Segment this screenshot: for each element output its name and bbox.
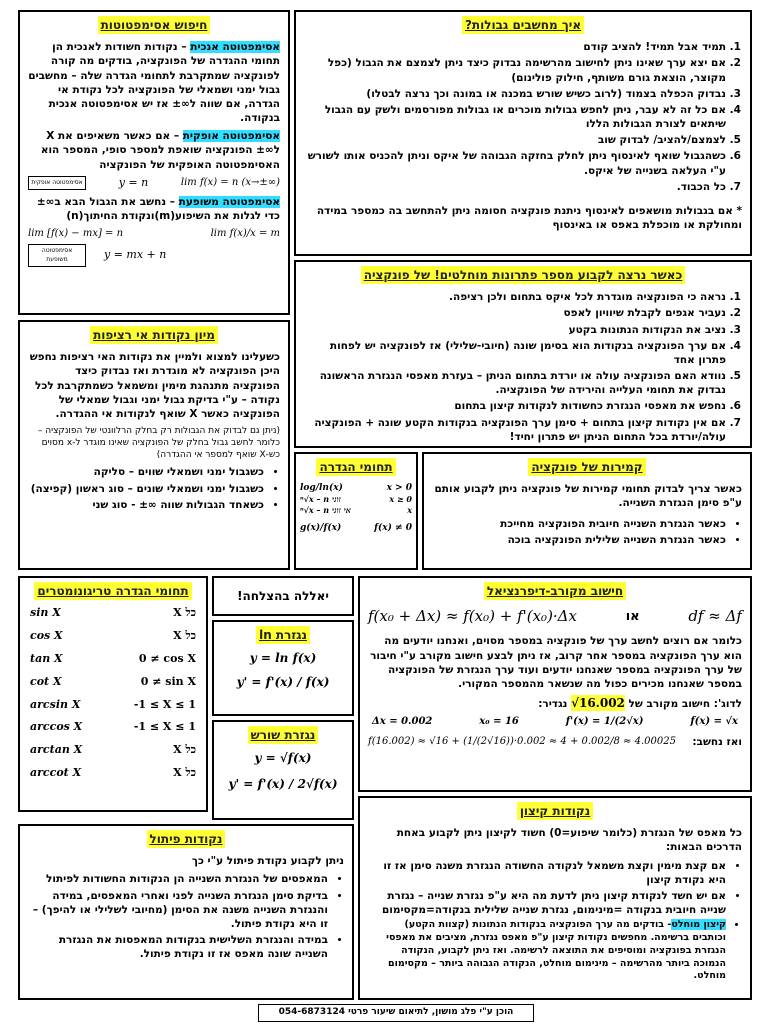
sqrt-formula-1: y = √f(x) bbox=[254, 751, 312, 766]
oblique-formula-left: lim [f(x) − mx] = n bbox=[28, 227, 124, 239]
def-x0: x₀ = 16 bbox=[479, 716, 519, 728]
trig-function: sin X bbox=[30, 606, 61, 620]
discontinuity-list bbox=[28, 465, 280, 512]
limits-footnote: * אם בגבולות מושאפים לאינסוף ניתנת פונקציה חסומה ניתן להתחשב בה כמספר במידה ומחולקת או מוכפלת באפס או באינסוף bbox=[316, 204, 742, 232]
concavity-item: • כאשר הנגזרת השנייה חיובית הפונקציה מחייכת bbox=[432, 517, 726, 531]
limits-title: איך מחשבים גבולות? bbox=[462, 16, 584, 34]
discontinuity-item: • כשאחד הגבולות שווה ∞± - סוג שני bbox=[28, 498, 264, 512]
solutions-item: 5. נוודא האם הפונקציה עולה או יורדת בתחום הניתן – בעזרת מאפסי הנגזרת הראשונה נבדוק את תחומי העלייה והירידה של הפונקציה. bbox=[304, 369, 726, 397]
horizontal-asymptote-text: – אם כאשר משאיפים את X ל∞± הפונקציה שואפת למספר סופי, המספר הוא האסימפטוטה האופקית של הפונקציה bbox=[40, 130, 280, 171]
oblique-asymptote-paragraph bbox=[28, 195, 280, 223]
inflection-item: • בדיקת סימן הנגזרת השנייה לפני ואחרי המאפסים, במידה והנגזרת השנייה משנה את הסימן (מחיובי לשלילי או להיפך) – זו היא נקודת פיתול. bbox=[28, 889, 328, 932]
extrema-item: • אם יש חשד לנקודת קיצון ניתן לדעת מה היא ע"פ נגזרת שנייה – נגזרת שנייה חיובית בנקודה =מינימום, נגזרת שנייה שלילית בנקודה=מקסימום bbox=[368, 889, 726, 917]
differential-example-suffix: נגדיר: bbox=[538, 698, 568, 711]
concavity-text: כאשר צריך לבדוק תחומי קמירות של פונקציה ניתן לקבוע אותם ע"פ סימן הנגזרת השנייה. bbox=[434, 483, 742, 510]
oblique-formula-right: lim f(x)/x = m bbox=[210, 227, 280, 239]
good-luck-section bbox=[212, 576, 354, 616]
inflection-item: • במידה והנגזרת השלישית בנקודות המאפסות את הנגזרת השנייה שונה מאפס אז זו נקודת פיתול. bbox=[28, 933, 328, 961]
ln-derivative-section bbox=[212, 620, 354, 716]
trig-function: cot X bbox=[30, 674, 62, 688]
inflection-section bbox=[18, 824, 354, 1000]
horizontal-formula-right: lim f(x) = n (x→±∞) bbox=[180, 177, 280, 189]
limits-item: 2. אם יצא ערך שאינו ניתן לחישוב מהרשימה נבדוק כיצד ניתן לצמצם את הגבול (כפל מקוצר, הוצאת גורם משותף, חילוק פולינום) bbox=[304, 56, 726, 84]
oblique-asymptote-tag: אסימפטוטה משופעת bbox=[28, 244, 86, 266]
vertical-asymptote-text: – נקודות חשודות לאנכית הן תחומי ההגדרה של הפונקציה, בודקים מה קורה לפונקציה שמתקרבת לתחומי הגדרה שלה – מחשבים גבול ימני ושמאלי של הפונקציה לכל נקודת אי הגדרה, אם שווה ל∞± אז יש אסימפטוטה אנכית בנקודה. bbox=[28, 41, 280, 125]
def-f: f(x) = √x bbox=[690, 716, 738, 728]
oblique-formula-row bbox=[28, 227, 280, 241]
solutions-list bbox=[304, 290, 742, 444]
concavity-section bbox=[422, 452, 752, 570]
trig-function: arccot X bbox=[30, 766, 82, 780]
differential-formula-row bbox=[368, 606, 742, 626]
differential-defs-row bbox=[372, 715, 738, 729]
differential-calc-prefix: ואז נחשב: bbox=[692, 735, 742, 748]
solutions-item: 7. אם אין נקודות קיצון בתחום + סימן ערך הפונקציה בנקודות הקטע שונה + הפונקציה עולה/יורדת בכל התחום הניתן יש פתרון יחיד! bbox=[304, 416, 726, 444]
solutions-item: 6. נחפש את מאפסי הנגזרת כחשודות לנקודות קיצון בתחום bbox=[304, 399, 726, 413]
concavity-list bbox=[432, 517, 742, 547]
solutions-item: 3. נציב את הנקודות הנתונות בקטע bbox=[304, 323, 726, 337]
solutions-item: 1. נראה כי הפונקציה מוגדרת לכל איקס בתחום ולכן רציפה. bbox=[304, 290, 726, 304]
differential-example bbox=[368, 695, 742, 711]
limits-item: 1. תמיד אבל תמיד! להציב קודם bbox=[304, 40, 726, 54]
trig-condition: 0 ≠ cos X bbox=[138, 651, 196, 665]
limits-item: 7. כל הכבוד. bbox=[304, 180, 726, 194]
concavity-item: • כאשר הנגזרת השנייה שלילית הפונקציה בוכה bbox=[432, 533, 726, 547]
domains-title: תחומי הגדרה bbox=[316, 458, 395, 476]
trig-function: cos X bbox=[30, 629, 63, 643]
trig-condition: 0 ≠ sin X bbox=[140, 674, 196, 688]
footer-credit: הוכן ע"י פלג מושון, לתיאום שיעור פרטי 054-6873124 bbox=[258, 1004, 534, 1022]
ln-derivative-title: נגזרת ln bbox=[256, 626, 310, 644]
inflection-list bbox=[28, 872, 344, 961]
limits-item: 3. נבדוק הכפלה בצמוד (לרוב כשיש שורש במכנה או במונה וכך נרצה לבטלו) bbox=[304, 87, 726, 101]
good-luck-text: יאללה בהצלחה! bbox=[237, 589, 329, 603]
limits-item: 5. לצמצם/להציב/ לבדוק שוב bbox=[304, 133, 726, 147]
horizontal-formula-row bbox=[28, 176, 280, 191]
def-dx: Δx = 0.002 bbox=[372, 716, 433, 728]
solutions-title: כאשר נרצה לקבוע מספר פתרונות מוחלטים! של פונקציה bbox=[361, 266, 686, 284]
absolute-extremum-label: קיצון מוחלט bbox=[671, 919, 726, 931]
domain-row: ⁿ√x – n זוגי x ≥ 0 bbox=[300, 494, 412, 505]
asymptotes-title: חיפוש אסימפטוטות bbox=[98, 16, 211, 34]
discontinuity-text: כשעלינו למצוא ולמיין את נקודות האי רציפות נחפש היכן הפונקציה לא מוגדרת ואז נבדוק כיצד הפונקציה מתנהגת מימין ומשמאל כשמתקרבת לכל נקודה – ע"י בדיקת גבול ימני וגבול שמאלי של הפונקציה כאשר X שואף לנקודות אי ההגדרה. bbox=[29, 351, 280, 420]
horizontal-asymptote-tag: אסימפטוטה אופקית bbox=[28, 176, 86, 190]
differential-calc: f(16.002) ≈ √16 + (1/(2√16))·0.002 ≈ 4 + 0.002/8 ≈ 4.00025 bbox=[368, 736, 676, 748]
extrema-item: • אם קצת מימין וקצת משמאל לנקודה החשודה הנגזרת משנה סימן אז זו היא נקודת קיצון bbox=[368, 859, 726, 887]
differential-example-value: √16.002 bbox=[571, 696, 625, 711]
differential-text: כלומר אם רוצים לחשב ערך של פונקציה במספר מסוים, ואנחנו יודעים מה הוא ערך הפונקציה במספר אחר קרוב, אז ניתן לבצע חישוב מקורב ע"י חיבור של ערך הפונקציה במספר שאנחנו יודעים ועוד ערך הנגזרת של הפונקציה במספר שאנחנו מכירים כפול מה שנשאר מהמספר המקורי. bbox=[370, 635, 742, 690]
sqrt-formula-2: y' = f'(x) / 2√f(x) bbox=[228, 777, 338, 792]
extrema-intro: כל מאפס של הנגזרת (כלומר שיפוע=0) חשוד לקיצון ניתן לקבוע באחת הדרכים הבאות: bbox=[396, 827, 742, 854]
discontinuity-section bbox=[18, 320, 290, 570]
domain-row: log/ln(x) x > 0 bbox=[300, 483, 412, 494]
discontinuity-item: • כשגבול ימני ושמאלי שונים – סוג ראשון (קפיצה) bbox=[28, 482, 264, 496]
discontinuity-item: • כשגבול ימני ושמאלי שווים – סליקה bbox=[28, 465, 264, 479]
asymptotes-section bbox=[18, 10, 290, 315]
sqrt-derivative-section bbox=[212, 720, 354, 820]
oblique-formula-final: y = mx + n bbox=[104, 248, 167, 262]
extrema-title: נקודות קיצון bbox=[517, 802, 593, 820]
trig-domain-row bbox=[30, 720, 196, 735]
trig-domains-section bbox=[18, 576, 208, 812]
trig-function: arcsin X bbox=[30, 697, 81, 711]
trig-condition: X כל bbox=[173, 606, 196, 620]
sqrt-derivative-title: נגזרת שורש bbox=[248, 726, 319, 744]
differential-section bbox=[358, 576, 752, 792]
horizontal-asymptote-label: אסימפטוטה אופקית bbox=[182, 130, 280, 143]
extrema-list bbox=[368, 859, 742, 984]
extrema-section bbox=[358, 796, 752, 1000]
differential-formula-alt: df ≈ Δf bbox=[688, 607, 742, 626]
trig-condition: X כל bbox=[173, 629, 196, 643]
trig-condition: X כל bbox=[173, 766, 196, 780]
trig-domain-row bbox=[30, 766, 196, 781]
solutions-item: 2. נעביר אגפים לקבלת שיוויון לאפס bbox=[304, 306, 726, 320]
limits-item: 6. כשהגבול שואף לאינסוף ניתן לחלק בחזקה הגבוהה של איקס וניתן להכניס אותו לשורש ע"י העלאה בשנייה של איקס. bbox=[304, 149, 726, 177]
discontinuity-note: (ניתן גם לבדוק את הגבולות רק בחלק הרלוונטי של הפונקציה – כלומר לחשב גבול בחלק של הפונקציה שאינו מוגדר ל-x מסוים כש-X שואף למספר אי ההגדרה) bbox=[37, 426, 280, 461]
horizontal-formula-left: y = n bbox=[118, 175, 149, 189]
oblique-asymptote-text: – נחשב את הגבול הבא ב∞± כדי לגלות את השיפוע(m)ונקודת החיתוך(n) bbox=[36, 195, 280, 222]
domains-section bbox=[294, 452, 418, 570]
trig-condition: X כל bbox=[173, 743, 196, 757]
limits-section bbox=[294, 10, 752, 256]
trig-condition: -1 ≤ X ≤ 1 bbox=[133, 697, 196, 711]
extrema-item bbox=[368, 919, 726, 983]
domain-row: ⁿ√x – n אי זוגי x bbox=[300, 505, 412, 516]
trig-domain-row bbox=[30, 675, 196, 690]
vertical-asymptote-label: אסימפטוטה אנכית bbox=[190, 41, 280, 54]
trig-domain-row bbox=[30, 629, 196, 644]
oblique-final-row bbox=[28, 244, 280, 266]
solutions-section bbox=[294, 260, 752, 448]
def-fprime: f'(x) = 1/(2√x) bbox=[565, 716, 644, 728]
differential-formula-main: f(x₀ + Δx) ≈ f(x₀) + f'(x₀)·Δx bbox=[368, 607, 577, 626]
trig-function: arccos X bbox=[30, 720, 83, 734]
trig-condition: -1 ≤ X ≤ 1 bbox=[133, 720, 196, 734]
differential-calc-row bbox=[368, 735, 742, 749]
limits-item: 4. אם כל זה לא עבר, ניתן לחפש גבולות מוכרים או גבולות מפורסמים ולשק עם הגבול שיתאים לצורת הגבולות הללו bbox=[304, 103, 726, 131]
differential-example-prefix: לדוג': חישוב מקורב של bbox=[628, 698, 742, 711]
discontinuity-title: מיון נקודות אי רציפות bbox=[90, 326, 218, 344]
trig-domains-table bbox=[28, 606, 198, 781]
trig-domain-row bbox=[30, 606, 196, 621]
differential-or: או bbox=[625, 608, 640, 624]
inflection-intro: ניתן לקבוע נקודת פיתול ע"י כך bbox=[191, 855, 344, 868]
limits-list bbox=[304, 40, 742, 194]
oblique-asymptote-label: אסימפטוטה משופעת bbox=[178, 195, 280, 208]
domain-row: g(x)/f(x) f(x) ≠ 0 bbox=[300, 522, 412, 533]
vertical-asymptote-paragraph bbox=[28, 40, 280, 125]
trig-domain-row bbox=[30, 743, 196, 758]
trig-function: tan X bbox=[30, 651, 63, 665]
trig-function: arctan X bbox=[30, 743, 83, 757]
ln-formula-1: y = ln f(x) bbox=[249, 651, 317, 666]
horizontal-asymptote-paragraph bbox=[28, 129, 280, 172]
trig-domain-row bbox=[30, 698, 196, 713]
ln-formula-2: y' = f'(x) / f(x) bbox=[236, 675, 330, 690]
differential-title: חישוב מקורב-דיפרנציאל bbox=[484, 582, 626, 600]
trig-domains-title: תחומי הגדרה טריגונומטרים bbox=[34, 582, 191, 600]
concavity-title: קמירות של פונקציה bbox=[528, 458, 645, 476]
solutions-item: 4. אם ערך הפונקציה בנקודות הוא בסימן שונה (חיובי-שלילי) אז לפונקציה יש לפחות פתרון אחד bbox=[304, 339, 726, 367]
inflection-title: נקודות פיתול bbox=[147, 830, 226, 848]
trig-domain-row bbox=[30, 652, 196, 667]
absolute-extremum-text: - בודקים מה ערך הפונקציה בנקודות הנתונות (קצוות הקטע) וכותבים ברשימה. מחפשים נקודות קיצון ע"פ מאפס נגזרת, מציבים את מאפסי הנגזרת בפונקציה ומוסיפים את התוצאה לרשימה. ואז ניתן לקבוע, הנקודה הנמוכה ביותר מהרשימה – מינימום מוחלט, הנקודה הגבוהה ביותר – מקסימום מוחלט. bbox=[386, 919, 726, 982]
inflection-item: • המאפסים של הנגזרת השנייה הן הנקודות החשודות לפיתול bbox=[28, 872, 328, 886]
